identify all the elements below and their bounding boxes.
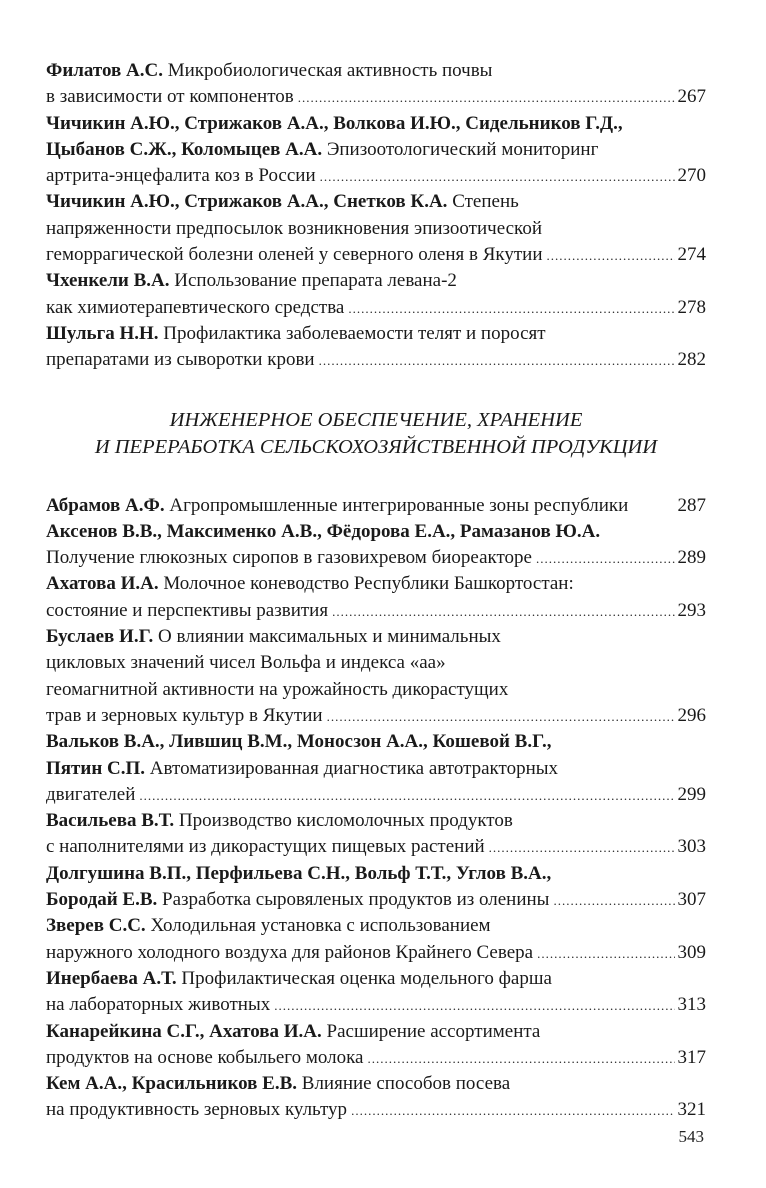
toc-entry-line (46, 1045, 706, 1071)
toc-entry (46, 966, 706, 1019)
section-heading-line-1: ИНЖЕНЕРНОЕ ОБЕСПЕЧЕНИЕ, ХРАНЕНИЕ (169, 408, 583, 431)
entry-text (46, 624, 501, 650)
toc-entry (46, 729, 706, 808)
toc-entry-line (46, 58, 706, 84)
entry-page-number: 274 (677, 244, 706, 266)
leader-dots (320, 164, 675, 190)
entry-title: на лабораторных животных (46, 994, 271, 1016)
entry-authors: Бородай Е.В. (46, 889, 158, 911)
toc-entry (46, 111, 706, 190)
entry-page-number: 321 (677, 1099, 706, 1121)
toc-entry (46, 624, 706, 729)
toc-part-2 (46, 493, 706, 1124)
entry-title: Эпизоотологический мониторинг (322, 138, 599, 160)
toc-entry (46, 268, 706, 321)
entry-text (46, 1045, 364, 1071)
entry-text (46, 111, 623, 137)
entry-authors: Чичикин А.Ю., Стрижаков А.А., Снетков К.А. (46, 191, 448, 213)
entry-text (46, 703, 323, 729)
entry-page-number: 267 (677, 86, 706, 108)
toc-entry (46, 1071, 706, 1124)
toc-entry (46, 913, 706, 966)
entry-text (46, 571, 574, 597)
toc-entry-line (46, 519, 706, 545)
entry-text (46, 84, 294, 110)
entry-authors: Абрамов А.Ф. (46, 494, 165, 516)
toc-page (46, 58, 706, 1124)
entry-text (46, 861, 551, 887)
toc-entry-line (46, 913, 706, 939)
entry-text (46, 887, 549, 913)
entry-text (46, 1071, 510, 1097)
toc-entry (46, 808, 706, 861)
entry-text (46, 242, 543, 268)
section-heading (46, 407, 706, 461)
entry-title: Степень (447, 191, 519, 213)
toc-entry (46, 861, 706, 914)
toc-entry-line (46, 940, 706, 966)
toc-entry (46, 1019, 706, 1072)
toc-entry-line (46, 598, 706, 624)
entry-page-number: 317 (677, 1046, 706, 1068)
entry-text (46, 545, 532, 571)
entry-page-number: 307 (677, 889, 706, 911)
entry-text (46, 1019, 540, 1045)
entry-title: Молочное коневодство Республики Башкортостан: (158, 573, 574, 595)
entry-text (46, 808, 513, 834)
entry-title: артрита-энцефалита коз в России (46, 165, 316, 187)
leader-dots (327, 704, 675, 730)
toc-entry-line (46, 782, 706, 808)
entry-title: Разработка сыровяленых продуктов из оленины (157, 889, 550, 911)
leader-dots (298, 85, 675, 111)
entry-page-number: 270 (677, 165, 706, 187)
toc-entry-line (46, 703, 706, 729)
toc-entry-line (46, 295, 706, 321)
toc-entry (46, 321, 706, 374)
entry-authors: Ахатова И.А. (46, 573, 159, 595)
entry-title: на продуктивность зерновых культур (46, 1099, 348, 1121)
entry-text (46, 347, 315, 373)
entry-page-number: 278 (677, 296, 706, 318)
entry-text (46, 834, 485, 860)
toc-entry-line (46, 729, 706, 755)
toc-entry-line (46, 571, 706, 597)
toc-part-1 (46, 58, 706, 374)
entry-text (46, 216, 542, 242)
toc-entry (46, 519, 706, 572)
entry-title: Профилактическая оценка модельного фарша (176, 967, 552, 989)
leader-dots (547, 243, 675, 269)
entry-page-number: 313 (677, 994, 706, 1016)
entry-text (46, 493, 628, 519)
toc-entry-line (46, 1097, 706, 1123)
entry-text (46, 519, 600, 545)
entry-page-number: 293 (677, 599, 706, 621)
entry-title: препаратами из сыворотки крови (46, 349, 315, 371)
entry-text (46, 189, 519, 215)
toc-entry-line (46, 650, 706, 676)
entry-text (46, 913, 491, 939)
entry-authors: Чичикин А.Ю., Стрижаков А.А., Волкова И.Ю., Сидельников Г.Д., (46, 112, 623, 134)
entry-title: О влиянии максимальных и минимальных (153, 626, 501, 648)
leader-dots (489, 835, 675, 861)
entry-page-number: 299 (677, 783, 706, 805)
toc-entry-line (46, 216, 706, 242)
entry-title: Автоматизированная диагностика автотракторных (145, 757, 558, 779)
entry-title: геомагнитной активности на урожайность дикорастущих (46, 678, 509, 700)
leader-dots (332, 599, 674, 625)
toc-entry-line (46, 624, 706, 650)
toc-entry-line (46, 137, 706, 163)
toc-entry-line (46, 808, 706, 834)
toc-entry-line (46, 84, 706, 110)
entry-title: как химиотерапевтического средства (46, 296, 345, 318)
toc-entry-line (46, 756, 706, 782)
entry-title: цикловых значений чисел Вольфа и индекса «аа» (46, 652, 446, 674)
toc-entry-line (46, 992, 706, 1018)
entry-page-number: 282 (677, 349, 706, 371)
toc-entry (46, 493, 706, 519)
section-heading-line-2: И ПЕРЕРАБОТКА СЕЛЬСКОХОЗЯЙСТВЕННОЙ ПРОДУКЦИИ (94, 435, 658, 458)
leader-dots (368, 1046, 675, 1072)
entry-title: Холодильная установка с использованием (145, 915, 491, 937)
entry-text (46, 58, 492, 84)
leader-dots (139, 783, 674, 809)
entry-text (46, 650, 446, 676)
entry-authors: Буслаев И.Г. (46, 626, 154, 648)
toc-entry-line (46, 677, 706, 703)
leader-dots (319, 348, 675, 374)
entry-title: Производство кисломолочных продуктов (174, 810, 513, 832)
entry-text (46, 940, 533, 966)
entry-text (46, 782, 135, 808)
leader-dots (351, 1098, 674, 1124)
entry-authors: Филатов А.С. (46, 60, 163, 81)
toc-entry-line (46, 966, 706, 992)
entry-text (46, 1097, 347, 1123)
toc-entry-line (46, 545, 706, 571)
entry-title: в зависимости от компонентов (46, 86, 294, 108)
leader-dots (536, 546, 675, 572)
entry-authors: Цыбанов С.Ж., Коломыцев А.А. (46, 138, 323, 160)
entry-text (46, 268, 457, 294)
toc-entry-line (46, 861, 706, 887)
leader-dots (274, 993, 674, 1019)
entry-page-number: 287 (677, 494, 706, 516)
entry-title: Получение глюкозных сиропов в газовихревом биореакторе (46, 547, 532, 569)
entry-authors: Пятин С.П. (46, 757, 146, 779)
toc-entry-line (46, 189, 706, 215)
entry-authors: Инербаева А.Т. (46, 967, 177, 989)
entry-page-number: 289 (677, 547, 706, 569)
entry-title: наружного холодного воздуха для районов Крайнего Севера (46, 941, 534, 963)
entry-title: Профилактика заболеваемости телят и поросят (158, 322, 546, 344)
entry-title: Микробиологическая активность почвы (163, 60, 493, 81)
entry-text (46, 295, 344, 321)
entry-text (46, 321, 546, 347)
entry-text (46, 137, 598, 163)
leader-dots (537, 941, 674, 967)
entry-page-number: 296 (677, 704, 706, 726)
toc-entry-line (46, 347, 706, 373)
entry-title: состояние и перспективы развития (46, 599, 329, 621)
entry-title: Расширение ассортимента (321, 1020, 541, 1042)
entry-title: Агропромышленные интегрированные зоны республики (164, 494, 629, 516)
entry-text (46, 729, 552, 755)
entry-text (46, 966, 552, 992)
entry-authors: Чхенкели В.А. (46, 270, 170, 292)
entry-text (46, 677, 508, 703)
entry-text (46, 756, 558, 782)
toc-entry (46, 58, 706, 111)
toc-entry-line (46, 111, 706, 137)
leader-dots (553, 888, 674, 914)
entry-authors: Вальков В.А., Лившиц В.М., Моносзон А.А., Кошевой В.Г., (46, 731, 552, 753)
entry-title: продуктов на основе кобыльего молока (46, 1046, 364, 1068)
toc-entry-line (46, 268, 706, 294)
entry-text (46, 163, 316, 189)
entry-authors: Аксенов В.В., Максименко А.В., Фёдорова Е.А., Рамазанов Ю.А. (46, 520, 601, 542)
toc-entry-line (46, 887, 706, 913)
toc-entry (46, 189, 706, 268)
entry-title: геморрагической болезни оленей у северного оленя в Якутии (46, 244, 543, 266)
toc-entry-line (46, 163, 706, 189)
entry-title: трав и зерновых культур в Якутии (46, 704, 323, 726)
toc-entry-line (46, 321, 706, 347)
entry-page-number: 309 (677, 941, 706, 963)
entry-title: Влияние способов посева (297, 1073, 511, 1095)
toc-entry (46, 571, 706, 624)
entry-authors: Васильева В.Т. (46, 810, 175, 832)
entry-authors: Канарейкина С.Г., Ахатова И.А. (46, 1020, 322, 1042)
toc-entry-line (46, 1019, 706, 1045)
entry-authors: Зверев С.С. (46, 915, 146, 937)
entry-title: напряженности предпосылок возникновения эпизоотической (46, 217, 542, 239)
entry-text (46, 992, 270, 1018)
toc-entry-line (46, 1071, 706, 1097)
toc-entry-line (46, 834, 706, 860)
page-number: 543 (678, 1127, 704, 1146)
entry-page-number: 303 (677, 836, 706, 858)
entry-authors: Долгушина В.П., Перфильева С.Н., Вольф Т.Т., Углов В.А., (46, 862, 552, 884)
toc-entry-line (46, 242, 706, 268)
toc-entry-line (46, 493, 706, 519)
entry-authors: Шульга Н.Н. (46, 322, 159, 344)
leader-dots (348, 296, 674, 322)
entry-title: с наполнителями из дикорастущих пищевых растений (46, 836, 485, 858)
entry-authors: Кем А.А., Красильников Е.В. (46, 1073, 298, 1095)
entry-title: Использование препарата левана-2 (169, 270, 457, 292)
entry-title: двигателей (46, 783, 136, 805)
entry-text (46, 598, 328, 624)
